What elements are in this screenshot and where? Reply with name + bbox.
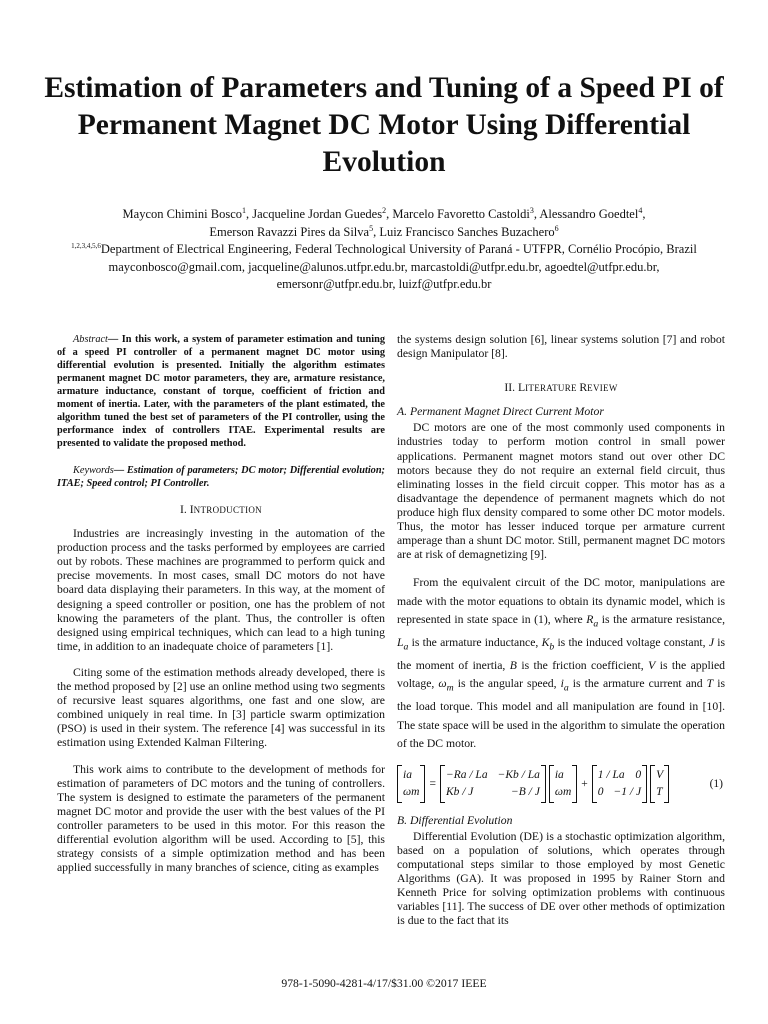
intro-continuation: the systems design solution [6], linear systems solution [7] and robot design Manipulator [8]. [397,333,725,361]
intro-paragraph-2: Citing some of the estimation methods already developed, there is the method proposed by [2] use an online method using two segments of recursive least squares algorithms, one fast and one slow, are combined uniquely in real time. In [3] particle swarm optimization (PSO) is used in their system. The reference [4] was successful in its estimation using Extended Kalman Filtering. [57,665,385,750]
emails-line-2: emersonr@utfpr.edu.br, luizf@utfpr.edu.br [276,277,492,291]
author-affiliation-sup: 2 [382,206,387,215]
left-column [57,333,385,875]
affiliation [40,241,728,259]
abstract-text: — In this work, a system of parameter estimation and tuning of a speed PI controller of a permanent magnet DC motor using differential evolution is presented. Initially the algorithm estimates permanent magnet DC motor parameters, they are, armature resistance, armature inductance, constant of torque, coefficient of friction and moment of inertia. Later, with the parameters of the plant estimated, the algorithm tuned the best set of parameters of the PI controller, using the performance index of controllers ITAE. Experimental results are presented to validate the proposed method. [57,334,385,449]
section-heading-literature-review: II. LITERATURE REVIEW [504,381,618,395]
affiliation-text: Department of Electrical Engineering, Federal Technological University of Paraná - UTFPR, Cornélio Procópio, Brazil [100,242,697,256]
state-vector-x: ia ωm [549,765,577,803]
author-line-2: Emerson Ravazzi Pires da Silva$^5$, Luiz Francisco Sanches Buzachero$^6$ [209,223,559,239]
de-paragraph: Differential Evolution (DE) is a stochastic optimization algorithm, based on a population of solutions, which operates through computational steps similar to those employed by most Genetic Algorithms (GA). It was proposed in 1995 by Rainer Storn and Kenneth Price for solving optimization problems with continuous variables [11]. The success of DE over other methods of optimization is due to the fact that its [397,829,725,928]
keywords-text: — Estimation of parameters; DC motor; Differential evolution; ITAE; Speed control; PI Controller. [57,465,385,489]
state-space-equation: ia ωm = −Ra / La −Kb / La Kb / J −B / J ia ωm + 1 / La 0 0 −1 / J V T (1) [397,762,725,806]
author-line-1: Maycon Chimini Bosco$^1$, Jacqueline Jordan Guedes$^2$, Marcelo Favoretto Castoldi$^3$, Alessandro Goedtel$^4$, [122,206,646,221]
affiliation-sup: 1,2,3,4,5,6 [71,242,101,250]
author-affiliation-sup: 1 [242,206,246,215]
intro-paragraph-1: Industries are increasingly investing in the automation of the production process and the tasks performed by employees are carried out by robots. These machines are programmed to perform quick and precise movements. In most cases, small DC motors do not have board data displaying their parameters. In this way, at the moment of designing a speed controller or position, one has the problem of not knowing the parameters of the plant. Thus, the controller is often designed using empirical techniques, which can lead to a high tuning time, in addition to an inadequate choice of parameters [1]. [57,527,385,653]
abstract-lead: Abstract [73,334,108,345]
author-affiliation-sup: 6 [554,223,559,233]
author-block [40,206,728,294]
author-name: Alessandro Goedtel [539,207,639,221]
author-name: Jacqueline Jordan Guedes [252,207,383,221]
matrix-b: 1 / La 0 0 −1 / J [592,765,647,803]
subsection-b-heading: B. Differential Evolution [397,813,513,827]
keywords [57,464,385,490]
emails-line-1: mayconbosco@gmail.com, jacqueline@alunos.utfpr.edu.br, marcastoldi@utfpr.edu.br, agoedtel@utfpr.edu.br, [108,259,660,274]
author-name: Maycon Chimini Bosco [122,207,242,221]
author-name: Marcelo Favoretto Castoldi [392,207,530,221]
keywords-lead: Keywords [73,465,114,476]
right-column [397,333,725,929]
state-vector-lhs: ia ωm [397,765,425,803]
abstract [57,333,385,450]
subsection-a-heading: A. Permanent Magnet Direct Current Motor [397,405,604,419]
input-vector-u: V T [650,765,669,803]
circuit-paragraph: From the equivalent circuit of the DC motor, manipulations are made with the motor equations to obtain its dynamic model, which is represented in state space in (1), where $R_a$ is the armature resistance, $L_a$ is the armature inductance, $K_b$ is the induced voltage constant, J is the moment of inertia, B is the friction coefficient, V is the applied voltage, $\omega_m$ is the angular speed, $i_a$ is the armature current and T is the load torque. This model and all manipulation are found in [10]. The state space will be used in the algorithm to simulate the operation of the DC motor. [397,576,726,751]
author-affiliation-sup: 4 [638,206,643,215]
author-name: Luiz Francisco Sanches Buzachero [379,224,555,239]
author-name: Emerson Ravazzi Pires da Silva [209,224,370,239]
intro-paragraph-3: This work aims to contribute to the development of methods for estimation of parameters of DC motors and the tuning of controllers. The system is designed to estimate the parameters of the permanent magnet DC motor and provide the user with the best values of the PI controller parameters to be used in this motor. For this reason the differential evolution algorithm will be used. According to [5], this strategy consists of a simple optimization method and has been applied successfully in many branches of science, citing as examples [57,762,385,875]
author-affiliation-sup: 5 [369,223,374,233]
equation-number: (1) [709,777,723,790]
copyright-footer: 978-1-5090-4281-4/17/$31.00 ©2017 IEEE [281,977,487,990]
section-heading-introduction: I. INTRODUCTION [180,503,262,516]
author-affiliation-sup: 3 [529,206,534,215]
matrix-a: −Ra / La −Kb / La Kb / J −B / J [440,765,546,803]
dc-motor-paragraph: DC motors are one of the most commonly used components in industries today to perform motion control in small power applications. Permanent magnet motors stand out over other DC motors because they do not require an external field circuit, thus eliminating losses in the field circuit copper. This motor has as a disadvantage the dependence of permanent magnets which do not produce high flux density compared to some other DC motor models. Thus, the motor has lesser induced torque per armature current amperage than a shunt DC motor. Still, permanent magnet DC motors are at risk of demagnetizing [9]. [397,421,725,562]
paper-title: Estimation of Parameters and Tuning of a Speed PI of Permanent Magnet DC Motor Using Differential Evolution [44,72,724,178]
